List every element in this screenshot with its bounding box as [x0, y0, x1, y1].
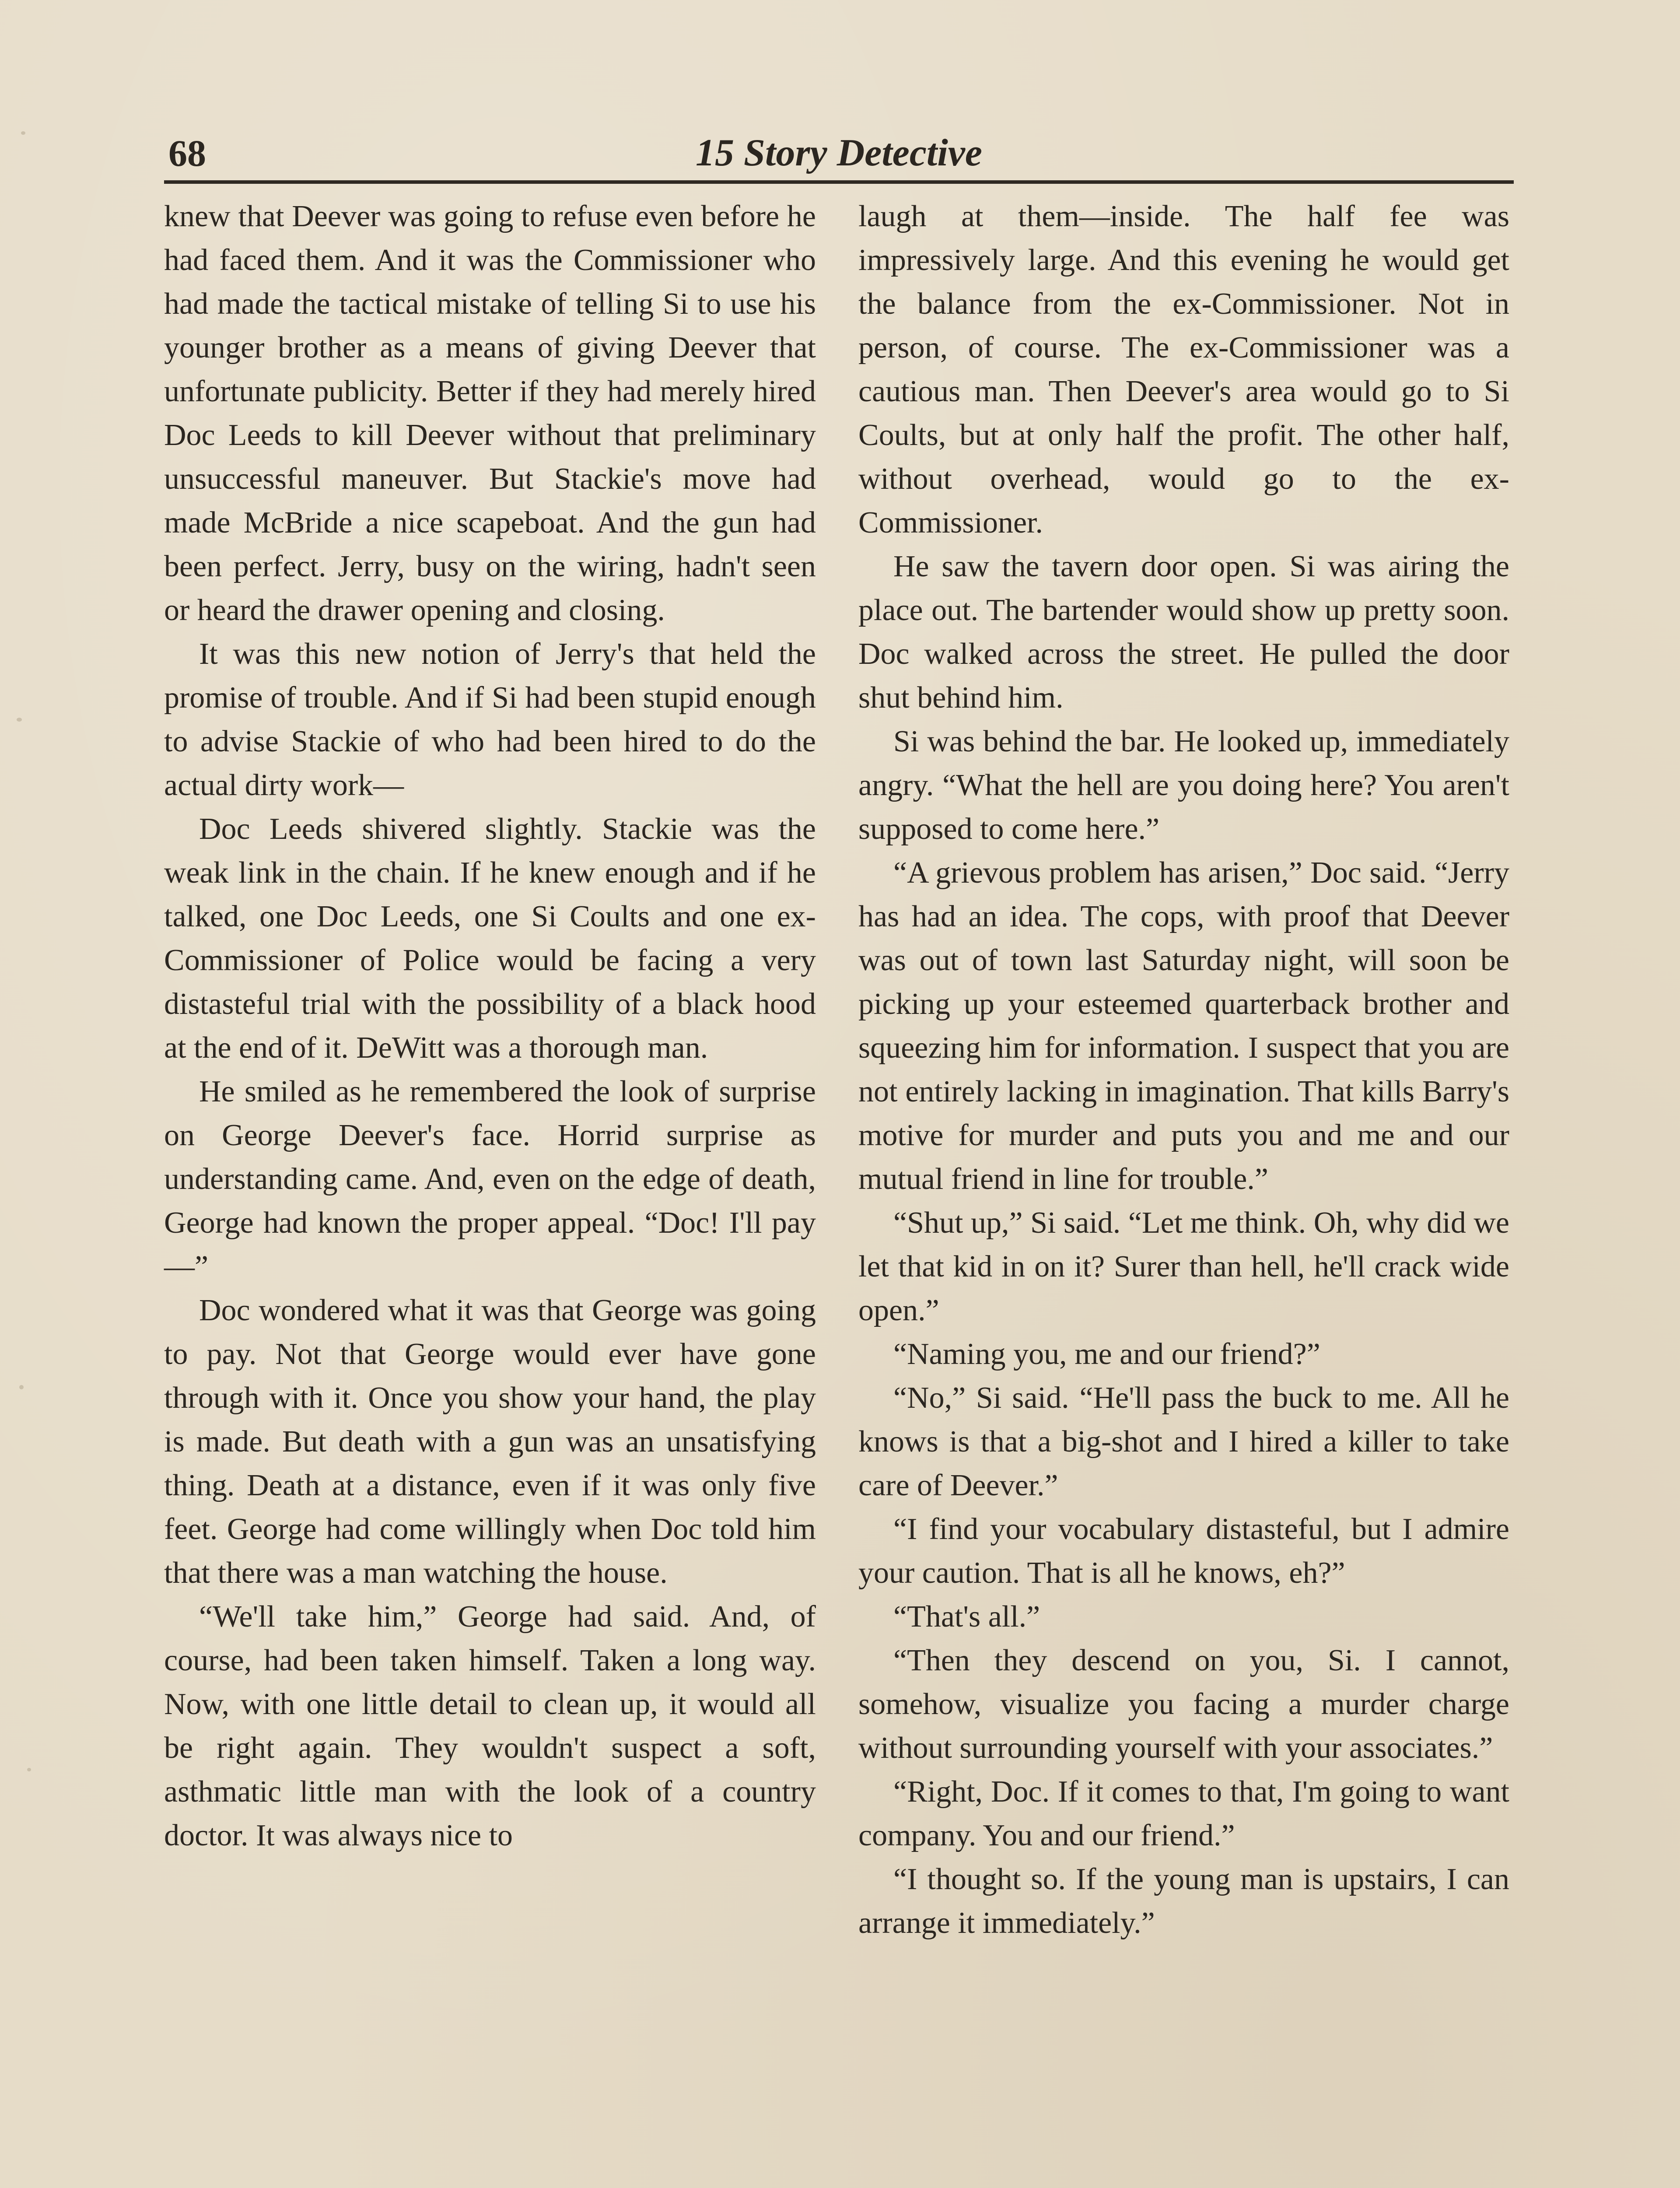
left-text-column: [164, 195, 816, 1858]
paragraph: “A grievous problem has arisen,” Doc said. “Jerry has had an idea. The cops, with proof that Deever was out of town last Saturday night, will soon be picking up your esteemed quarterback brother and squeezing him for information. I suspect that you are not entirely lacking in imagination. That kills Barry's motive for murder and puts you and me and our mutual friend in line for trouble.”: [858, 856, 1509, 1196]
paragraph: He saw the tavern door open. Si was airing the place out. The bartender would show up pretty soon. Doc walked across the street. He pulled the door shut behind him.: [858, 550, 1509, 715]
paragraph: knew that Deever was going to refuse even before he had faced them. And it was the Commissioner who had made the tactical mistake of telling Si to use his younger brother as a means of giving Deever that unfortunate publicity. Better if they had merely hired Doc Leeds to kill Deever without that preliminary unsuccessful maneuver. But Stackie's move had made McBride a nice scapeboat. And the gun had been perfect. Jerry, busy on the wiring, hadn't seen or heard the drawer opening and closing.: [164, 200, 816, 627]
right-text-column: [858, 195, 1509, 1945]
paragraph: He smiled as he remembered the look of surprise on George Deever's face. Horrid surprise as understanding came. And, even on the edge of death, George had known the proper appeal. “Doc! I'll pay—”: [164, 1075, 816, 1283]
paragraph: “Shut up,” Si said. “Let me think. Oh, why did we let that kid in on it? Surer than hell, he'll crack wide open.”: [858, 1206, 1509, 1327]
paragraph: “We'll take him,” George had said. And, of course, had been taken himself. Taken a long way. Now, with one little detail to clean up, it would all be right again. They wouldn't suspect a soft, asthmatic little man with the look of a country doctor. It was always nice to: [164, 1600, 816, 1852]
paper-speck: [19, 1385, 24, 1389]
paragraph: “I find your vocabulary distasteful, but I admire your caution. That is all he knows, eh?”: [858, 1512, 1509, 1590]
paragraph: “Naming you, me and our friend?”: [893, 1337, 1320, 1371]
paragraph: Si was behind the bar. He looked up, immediately angry. “What the hell are you doing here? You aren't supposed to come here.”: [858, 725, 1509, 846]
paper-speck: [17, 718, 22, 722]
paragraph: laugh at them—inside. The half fee was impressively large. And this evening he would get the balance from the ex-Commissioner. Not in person, of course. The ex-Commissioner was a cautious man. Then Deever's area would go to Si Coults, but at only half the profit. The other half, without overhead, would go to the ex-Commissioner.: [858, 200, 1509, 540]
page-number: 68: [168, 132, 206, 174]
paragraph: Doc wondered what it was that George was going to pay. Not that George would ever have gone through with it. Once you show your hand, the play is made. But death with a gun was an unsatisfying thing. Death at a distance, even if it was only five feet. George had come willingly when Doc told him that there was a man watching the house.: [164, 1294, 816, 1590]
paragraph: “No,” Si said. “He'll pass the buck to me. All he knows is that a big-shot and I hired a killer to take care of Deever.”: [858, 1381, 1509, 1502]
paragraph: Doc Leeds shivered slightly. Stackie was the weak link in the chain. If he knew enough and if he talked, one Doc Leeds, one Si Coults and one ex-Commissioner of Police would be facing a very distasteful trial with the possibility of a black hood at the end of it. DeWitt was a thorough man.: [164, 812, 816, 1065]
paragraph: “I thought so. If the young man is upstairs, I can arrange it immediately.”: [858, 1862, 1509, 1940]
paper-speck: [27, 1768, 31, 1771]
magazine-title: 15 Story Detective: [696, 132, 982, 174]
page-header: [164, 128, 1514, 184]
paragraph: “That's all.”: [893, 1600, 1040, 1634]
paper-speck: [21, 131, 25, 135]
paragraph: It was this new notion of Jerry's that held the promise of trouble. And if Si had been stupid enough to advise Stackie of who had been hired to do the actual dirty work—: [164, 637, 816, 802]
paragraph: “Right, Doc. If it comes to that, I'm going to want company. You and our friend.”: [858, 1775, 1509, 1852]
paragraph: “Then they descend on you, Si. I cannot, somehow, visualize you facing a murder charge without surrounding yourself with your associates.”: [858, 1644, 1509, 1765]
